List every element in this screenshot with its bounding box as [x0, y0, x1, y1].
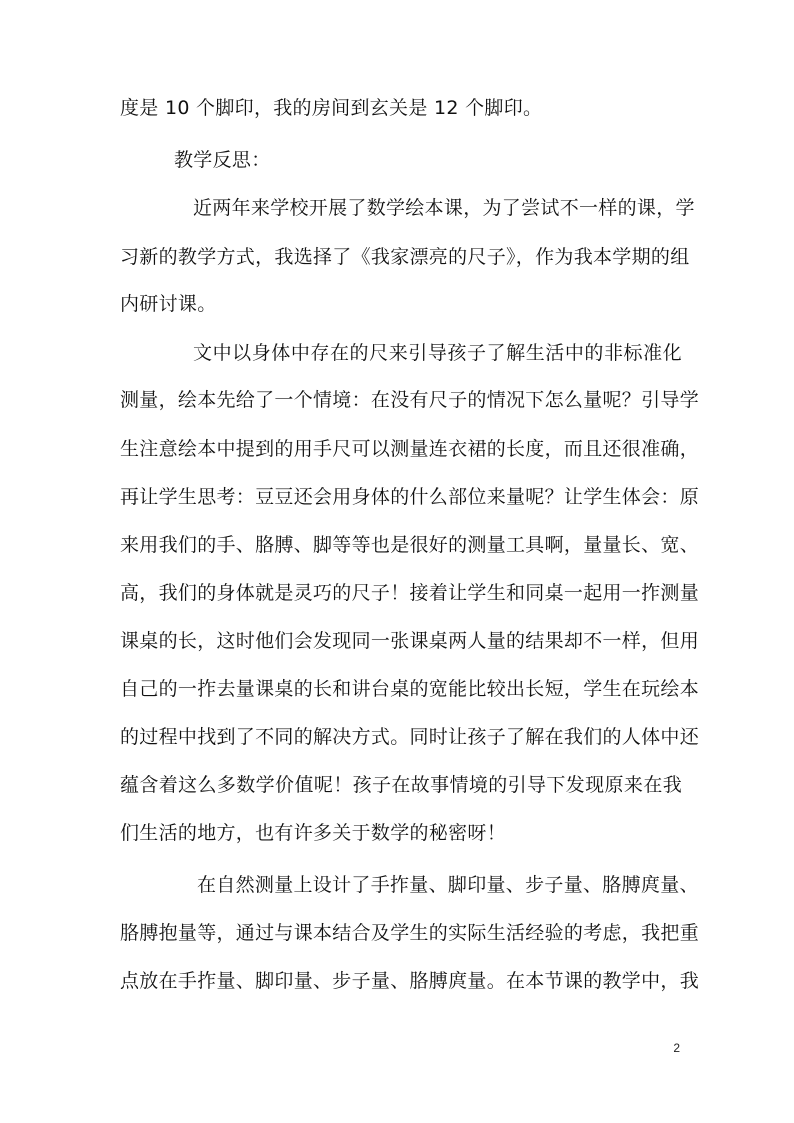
text-line-16: 们生活的地方，也有许多关于数学的秘密呀！	[120, 822, 507, 844]
text-line-5: 内研讨课。	[120, 293, 217, 315]
text-line-7: 测量，绘本先给了一个情境：在没有尺子的情况下怎么量呢？引导学	[120, 389, 700, 411]
page-number: 2	[673, 1041, 680, 1055]
text-line-4: 习新的教学方式，我选择了《我家漂亮的尺子》，作为我本学期的组	[120, 246, 690, 268]
section-heading-reflection: 教学反思：	[174, 149, 271, 171]
text-line-1: 度是 10 个脚印，我的房间到玄关是 12 个脚印。	[120, 97, 543, 119]
text-line-9: 再让学生思考：豆豆还会用身体的什么部位来量呢？让学生体会：原	[120, 486, 700, 508]
text-line-12: 课桌的长，这时他们会发现同一张课桌两人量的结果却不一样，但用	[120, 630, 700, 652]
text-line-13: 自己的一拃去量课桌的长和讲台桌的宽能比较出长短，学生在玩绘本	[120, 678, 700, 700]
text-line-15: 蕴含着这么多数学价值呢！孩子在故事情境的引导下发现原来在我	[120, 774, 682, 796]
text-line-3: 近两年来学校开展了数学绘本课，为了尝试不一样的课，学	[193, 197, 695, 219]
text-line-17: 在自然测量上设计了手拃量、脚印量、步子量、胳膊庹量、	[197, 874, 699, 896]
text-line-18: 胳膊抱量等，通过与课本结合及学生的实际生活经验的考虑，我把重	[120, 922, 700, 944]
text-line-11: 高，我们的身体就是灵巧的尺子！接着让学生和同桌一起用一拃测量	[120, 582, 700, 604]
text-line-8: 生注意绘本中提到的用手尺可以测量连衣裙的长度，而且还很准确，	[120, 438, 700, 460]
text-line-6: 文中以身体中存在的尺来引导孩子了解生活中的非标准化	[193, 342, 682, 364]
text-line-10: 来用我们的手、胳膊、脚等等也是很好的测量工具啊，量量长、宽、	[120, 534, 700, 556]
text-line-19: 点放在手拃量、脚印量、步子量、胳膊庹量。在本节课的教学中，我	[120, 970, 700, 992]
text-line-14: 的过程中找到了不同的解决方式。同时让孩子了解在我们的人体中还	[120, 726, 700, 748]
